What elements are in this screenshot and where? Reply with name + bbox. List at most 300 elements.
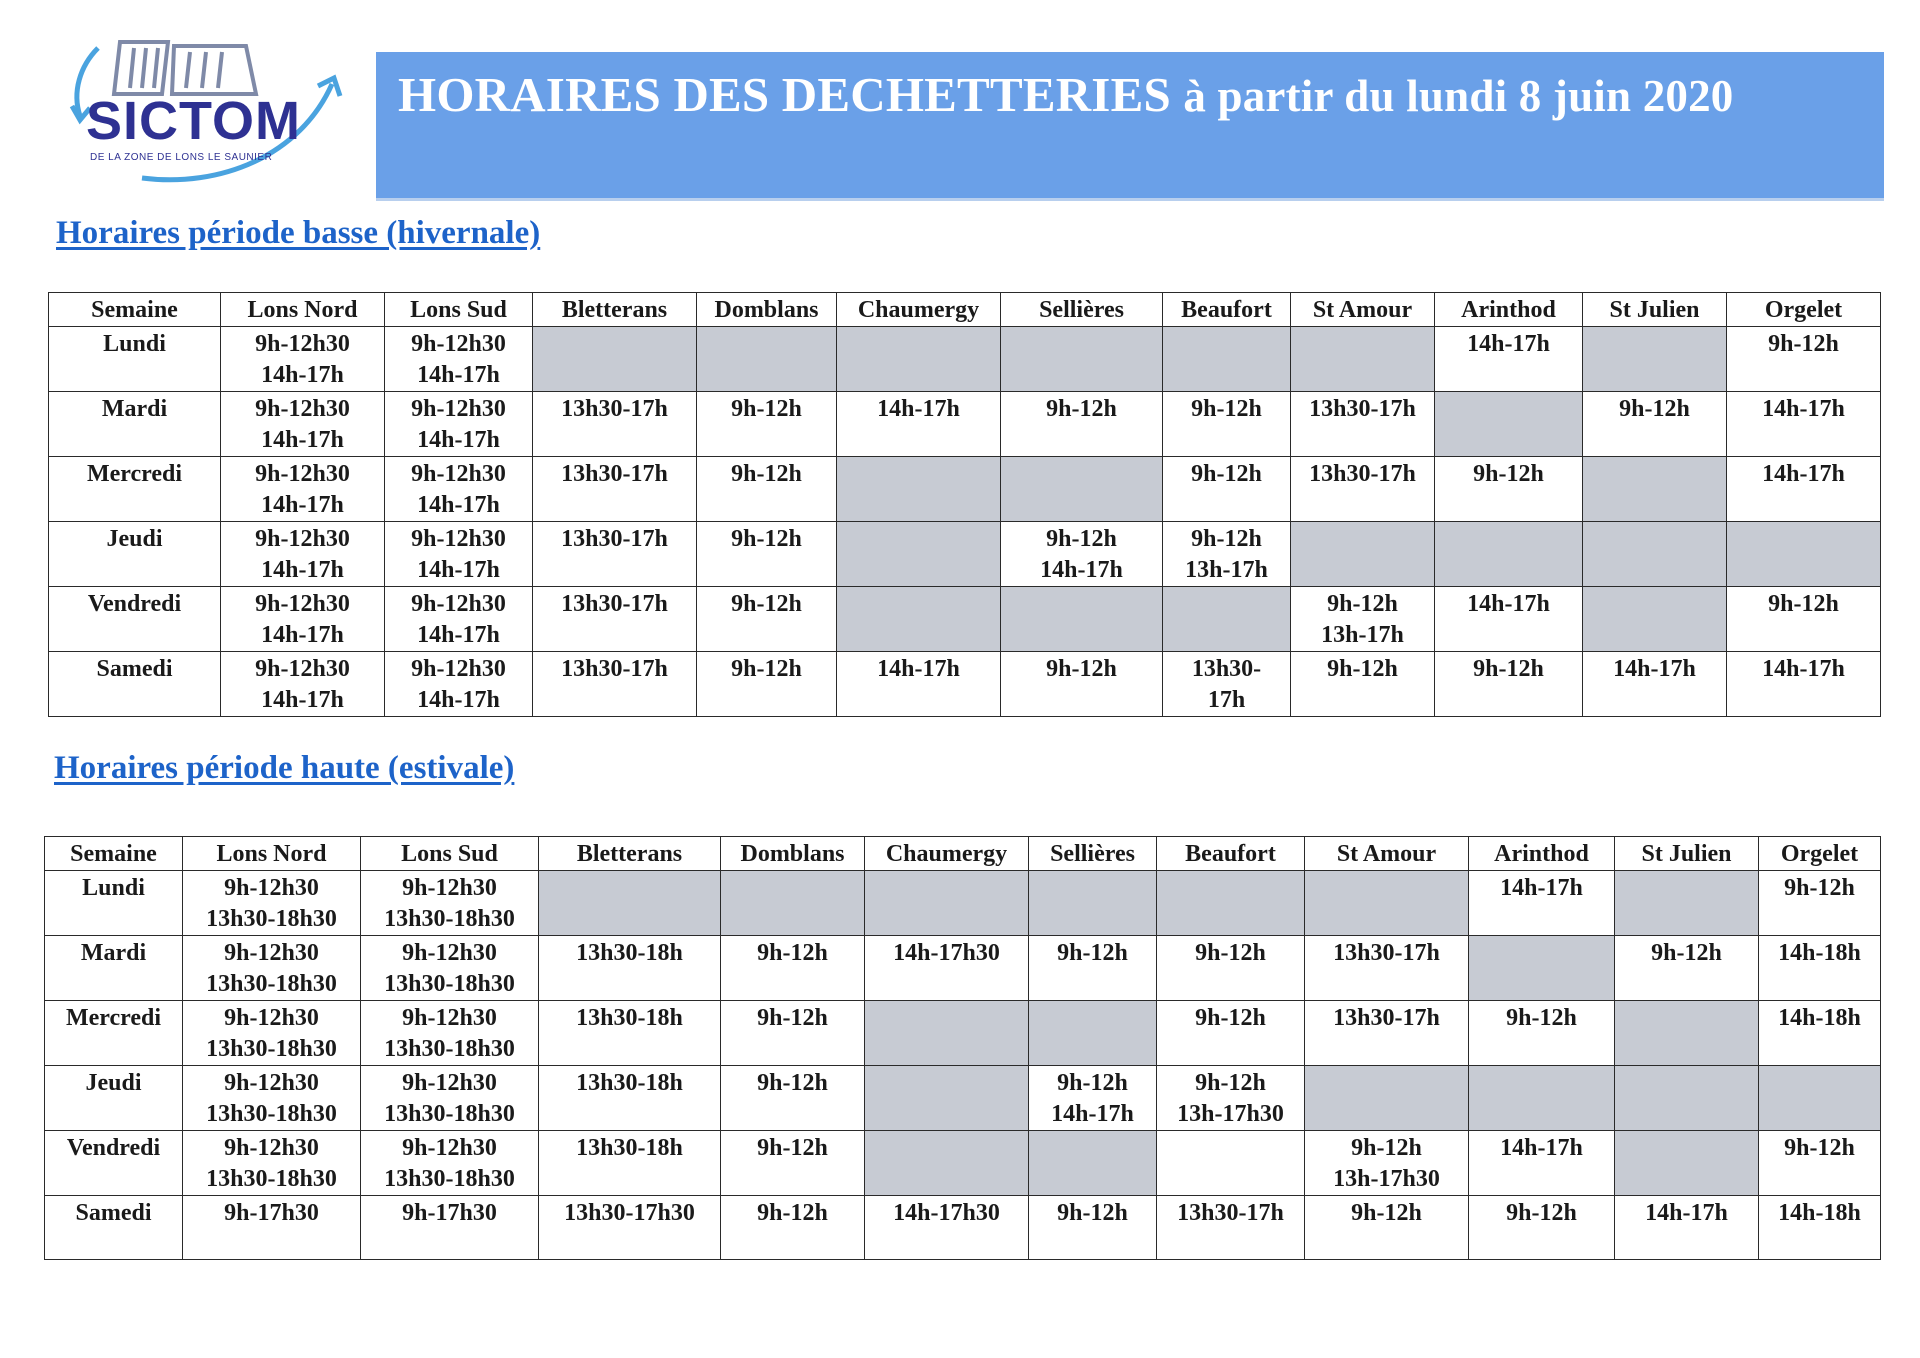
hours-cell-st-amour [1291, 652, 1435, 717]
hours-line: 9h-12h [1057, 940, 1128, 966]
hours-line: 9h-12h [1191, 461, 1262, 487]
sictom-tagline: DE LA ZONE DE LONS LE SAUNIER [90, 152, 273, 163]
hours-cell-lons-nord [221, 587, 385, 652]
hours-line: 9h-12h30 [224, 1135, 319, 1161]
hours-line: 9h-12h [1327, 591, 1398, 617]
hours-line: 13h30-18h [576, 940, 683, 966]
column-header-sellieres: Sellières [1001, 293, 1163, 327]
table-row-mercredi [49, 457, 1881, 522]
closed-cell-st-julien [1615, 1066, 1759, 1131]
hours-cell-beaufort [1163, 457, 1291, 522]
column-header-semaine: Semaine [45, 837, 183, 871]
hours-cell-lons-sud [361, 1131, 539, 1196]
hours-line: 13h30-18h30 [384, 1101, 515, 1127]
closed-cell-chaumergy [837, 587, 1001, 652]
hours-cell-lons-nord [183, 1001, 361, 1066]
hours-line: 14h-17h [1040, 557, 1123, 583]
column-header-chaumergy: Chaumergy [865, 837, 1029, 871]
closed-cell-beaufort [1163, 587, 1291, 652]
hours-cell-bletterans [539, 1131, 721, 1196]
column-header-lons-nord: Lons Nord [221, 293, 385, 327]
hours-line: 9h-12h30 [224, 875, 319, 901]
hours-cell-orgelet [1759, 936, 1881, 1001]
closed-cell-orgelet [1727, 522, 1881, 587]
hours-line: 13h30-17h [1333, 1005, 1440, 1031]
closed-cell-sellieres [1029, 871, 1157, 936]
hours-cell-orgelet [1759, 871, 1881, 936]
hours-cell-lons-sud [385, 652, 533, 717]
hours-cell-domblans [721, 936, 865, 1001]
hours-cell-lons-nord [183, 1196, 361, 1260]
column-header-chaumergy: Chaumergy [837, 293, 1001, 327]
hours-line: 9h-12h30 [224, 1070, 319, 1096]
hours-line: 13h30-17h [561, 526, 668, 552]
hours-line: 9h-12h [1784, 1135, 1855, 1161]
closed-cell-st-julien [1583, 327, 1727, 392]
closed-cell-st-amour [1291, 327, 1435, 392]
hours-cell-chaumergy [837, 652, 1001, 717]
hours-line: 9h-12h [731, 656, 802, 682]
hours-line: 13h30-18h30 [206, 1036, 337, 1062]
hours-line: 9h-12h30 [402, 1135, 497, 1161]
closed-cell-orgelet [1759, 1066, 1881, 1131]
closed-cell-chaumergy [865, 1001, 1029, 1066]
hours-line: 9h-12h [1046, 526, 1117, 552]
hours-line: 13h30-18h30 [206, 906, 337, 932]
column-header-arinthod: Arinthod [1469, 837, 1615, 871]
hours-cell-bletterans [533, 522, 697, 587]
hours-line: 9h-12h [757, 940, 828, 966]
hours-line: 9h-12h [1473, 656, 1544, 682]
table-row-mardi [45, 936, 1881, 1001]
hours-line: 9h-12h30 [255, 331, 350, 357]
column-header-semaine: Semaine [49, 293, 221, 327]
hours-line: 9h-12h30 [402, 1070, 497, 1096]
title-main: HORAIRES DES DECHETTERIES [398, 67, 1171, 122]
table-row-lundi [49, 327, 1881, 392]
hours-cell-domblans [721, 1066, 865, 1131]
hours-line: 9h-12h30 [255, 656, 350, 682]
title-date: à partir du lundi 8 juin 2020 [1183, 71, 1734, 121]
day-label: Mercredi [45, 1001, 183, 1066]
hours-line: 9h-12h [1351, 1135, 1422, 1161]
hours-line: 13h30-18h30 [384, 906, 515, 932]
hours-cell-arinthod [1469, 1196, 1615, 1260]
hours-cell-bletterans [539, 1196, 721, 1260]
hours-line: 14h-17h [417, 622, 500, 648]
hours-cell-sellieres [1001, 652, 1163, 717]
column-header-orgelet: Orgelet [1727, 293, 1881, 327]
hours-cell-beaufort [1157, 1131, 1305, 1196]
hours-line: 13h30-17h [1177, 1200, 1284, 1226]
hours-line: 13h30- [1191, 656, 1262, 682]
day-label: Samedi [49, 652, 221, 717]
hours-line: 9h-12h [1046, 656, 1117, 682]
hours-cell-chaumergy [865, 936, 1029, 1001]
hours-cell-lons-nord [183, 871, 361, 936]
table-row-samedi [45, 1196, 1881, 1260]
hours-cell-lons-sud [385, 457, 533, 522]
column-header-beaufort: Beaufort [1163, 293, 1291, 327]
hours-line: 13h30-17h [1309, 461, 1416, 487]
hours-line: 9h-17h30 [402, 1200, 497, 1226]
hours-cell-beaufort [1157, 1196, 1305, 1260]
hours-cell-arinthod [1469, 1131, 1615, 1196]
closed-cell-st-julien [1615, 871, 1759, 936]
hours-cell-bletterans [539, 1001, 721, 1066]
hours-line: 14h-17h [261, 362, 344, 388]
hours-cell-lons-nord [221, 457, 385, 522]
hours-line: 14h-17h [417, 362, 500, 388]
hours-line: 9h-12h30 [411, 461, 506, 487]
column-header-domblans: Domblans [721, 837, 865, 871]
hours-cell-sellieres [1029, 1066, 1157, 1131]
day-label: Jeudi [45, 1066, 183, 1131]
closed-cell-st-julien [1615, 1001, 1759, 1066]
hours-cell-domblans [697, 392, 837, 457]
hours-cell-domblans [721, 1001, 865, 1066]
hours-line: 9h-12h [1619, 396, 1690, 422]
hours-cell-orgelet [1727, 327, 1881, 392]
hours-line: 13h30-18h [576, 1070, 683, 1096]
hours-line: 9h-12h30 [402, 940, 497, 966]
closed-cell-sellieres [1001, 457, 1163, 522]
hours-cell-lons-nord [183, 936, 361, 1001]
column-header-lons-sud: Lons Sud [361, 837, 539, 871]
closed-cell-beaufort [1157, 871, 1305, 936]
hours-cell-st-amour [1305, 936, 1469, 1001]
page-title [398, 66, 1734, 123]
day-label: Lundi [49, 327, 221, 392]
hours-cell-lons-sud [361, 1066, 539, 1131]
hours-line: 9h-12h [1784, 875, 1855, 901]
hours-cell-domblans [721, 1196, 865, 1260]
column-header-bletterans: Bletterans [533, 293, 697, 327]
hours-line: 9h-12h30 [411, 331, 506, 357]
hours-line: 13h30-18h30 [206, 971, 337, 997]
table-row-mercredi [45, 1001, 1881, 1066]
low-season-title: Horaires période basse (hivernale) [56, 215, 541, 251]
closed-cell-domblans [721, 871, 865, 936]
closed-cell-st-amour [1305, 1066, 1469, 1131]
closed-cell-st-julien [1583, 522, 1727, 587]
hours-cell-beaufort [1163, 522, 1291, 587]
hours-line: 14h-17h [1645, 1200, 1728, 1226]
hours-cell-lons-nord [183, 1066, 361, 1131]
table-header-row [49, 293, 1881, 327]
closed-cell-bletterans [539, 871, 721, 936]
closed-cell-chaumergy [837, 457, 1001, 522]
hours-cell-bletterans [539, 1066, 721, 1131]
column-header-lons-sud: Lons Sud [385, 293, 533, 327]
hours-line: 9h-12h [1195, 940, 1266, 966]
hours-cell-arinthod [1469, 1001, 1615, 1066]
hours-line: 13h30-17h [561, 461, 668, 487]
hours-line: 9h-12h30 [402, 875, 497, 901]
closed-cell-chaumergy [837, 522, 1001, 587]
hours-cell-lons-nord [183, 1131, 361, 1196]
table-row-samedi [49, 652, 1881, 717]
hours-cell-lons-sud [385, 327, 533, 392]
hours-cell-lons-nord [221, 522, 385, 587]
day-label: Vendredi [49, 587, 221, 652]
hours-line: 13h30-17h [561, 396, 668, 422]
hours-line: 13h30-18h30 [384, 1036, 515, 1062]
hours-cell-st-julien [1583, 652, 1727, 717]
hours-cell-beaufort [1163, 392, 1291, 457]
hours-cell-orgelet [1727, 587, 1881, 652]
hours-line: 14h-17h [261, 492, 344, 518]
hours-cell-bletterans [533, 652, 697, 717]
hours-line: 13h30-17h [1309, 396, 1416, 422]
hours-line: 9h-12h30 [411, 526, 506, 552]
hours-line: 13h30-17h [1333, 940, 1440, 966]
column-header-st-julien: St Julien [1615, 837, 1759, 871]
hours-line: 14h-17h30 [893, 940, 1000, 966]
hours-line: 9h-12h30 [224, 940, 319, 966]
column-header-orgelet: Orgelet [1759, 837, 1881, 871]
hours-cell-lons-sud [385, 522, 533, 587]
hours-line: 9h-12h [1191, 526, 1262, 552]
hours-line: 14h-18h [1778, 940, 1861, 966]
closed-cell-arinthod [1435, 392, 1583, 457]
hours-cell-st-amour [1291, 457, 1435, 522]
hours-line: 14h-18h [1778, 1005, 1861, 1031]
hours-cell-bletterans [533, 587, 697, 652]
hours-line: 13h30-18h30 [206, 1101, 337, 1127]
hours-cell-orgelet [1727, 457, 1881, 522]
hours-cell-lons-sud [361, 936, 539, 1001]
table-header-row [45, 837, 1881, 871]
column-header-arinthod: Arinthod [1435, 293, 1583, 327]
hours-line: 13h30-18h [576, 1135, 683, 1161]
title-banner [376, 52, 1884, 201]
closed-cell-arinthod [1469, 936, 1615, 1001]
hours-line: 9h-12h [1046, 396, 1117, 422]
closed-cell-arinthod [1435, 522, 1583, 587]
hours-line: 13h-17h30 [1333, 1166, 1440, 1192]
hours-line: 17h [1207, 687, 1246, 713]
day-label: Mercredi [49, 457, 221, 522]
closed-cell-st-julien [1583, 457, 1727, 522]
closed-cell-chaumergy [837, 327, 1001, 392]
hours-line: 9h-12h30 [255, 396, 350, 422]
hours-line: 9h-12h30 [255, 461, 350, 487]
hours-line: 9h-12h30 [402, 1005, 497, 1031]
hours-cell-orgelet [1759, 1131, 1881, 1196]
hours-line: 9h-12h30 [255, 591, 350, 617]
hours-line: 13h30-18h30 [384, 1166, 515, 1192]
day-label: Vendredi [45, 1131, 183, 1196]
hours-line: 14h-17h [261, 557, 344, 583]
hours-line: 13h30-18h30 [206, 1166, 337, 1192]
hours-cell-arinthod [1435, 652, 1583, 717]
hours-cell-st-julien [1615, 936, 1759, 1001]
hours-cell-st-julien [1615, 1196, 1759, 1260]
hours-line: 14h-17h [417, 687, 500, 713]
hours-line: 13h30-17h [561, 591, 668, 617]
hours-line: 9h-12h [1351, 1200, 1422, 1226]
hours-line: 9h-12h [1057, 1070, 1128, 1096]
hours-line: 13h30-18h30 [384, 971, 515, 997]
hours-cell-chaumergy [837, 392, 1001, 457]
high-season-table [44, 836, 1881, 1260]
hours-cell-lons-nord [221, 652, 385, 717]
hours-cell-arinthod [1435, 587, 1583, 652]
day-label: Mardi [49, 392, 221, 457]
closed-cell-chaumergy [865, 1131, 1029, 1196]
day-label: Jeudi [49, 522, 221, 587]
closed-cell-arinthod [1469, 1066, 1615, 1131]
high-season-title: Horaires période haute (estivale) [54, 750, 515, 786]
hours-cell-bletterans [533, 392, 697, 457]
hours-cell-lons-sud [385, 587, 533, 652]
hours-cell-domblans [697, 587, 837, 652]
hours-cell-beaufort [1157, 1066, 1305, 1131]
hours-line: 14h-17h [1762, 656, 1845, 682]
hours-line: 13h30-17h [561, 656, 668, 682]
hours-cell-orgelet [1759, 1196, 1881, 1260]
closed-cell-sellieres [1001, 327, 1163, 392]
hours-line: 9h-12h [731, 591, 802, 617]
hours-line: 14h-17h [1500, 875, 1583, 901]
table-row-mardi [49, 392, 1881, 457]
hours-line: 9h-12h [1473, 461, 1544, 487]
hours-cell-bletterans [539, 936, 721, 1001]
hours-cell-bletterans [533, 457, 697, 522]
hours-line: 14h-17h [877, 396, 960, 422]
hours-line: 14h-17h [261, 427, 344, 453]
hours-line: 14h-17h [1051, 1101, 1134, 1127]
hours-cell-arinthod [1469, 871, 1615, 936]
hours-line: 9h-12h30 [411, 656, 506, 682]
hours-line: 14h-17h [1500, 1135, 1583, 1161]
hours-cell-st-amour [1305, 1131, 1469, 1196]
hours-line: 9h-12h [757, 1200, 828, 1226]
hours-line: 9h-12h [757, 1070, 828, 1096]
column-header-domblans: Domblans [697, 293, 837, 327]
sictom-wordmark: SICTOM [86, 91, 302, 151]
hours-line: 14h-17h [1762, 396, 1845, 422]
hours-cell-sellieres [1001, 522, 1163, 587]
hours-cell-lons-sud [385, 392, 533, 457]
table-row-lundi [45, 871, 1881, 936]
hours-cell-arinthod [1435, 457, 1583, 522]
hours-cell-lons-sud [361, 871, 539, 936]
column-header-lons-nord: Lons Nord [183, 837, 361, 871]
closed-cell-chaumergy [865, 1066, 1029, 1131]
closed-cell-beaufort [1163, 327, 1291, 392]
table-row-jeudi [49, 522, 1881, 587]
hours-line: 9h-12h [1057, 1200, 1128, 1226]
hours-line: 9h-12h [1768, 591, 1839, 617]
hours-cell-chaumergy [865, 1196, 1029, 1260]
hours-line: 13h-17h [1321, 622, 1404, 648]
hours-cell-lons-sud [361, 1001, 539, 1066]
hours-cell-orgelet [1727, 392, 1881, 457]
table-row-jeudi [45, 1066, 1881, 1131]
hours-line: 14h-17h [417, 557, 500, 583]
hours-cell-domblans [697, 652, 837, 717]
hours-line: 13h-17h [1185, 557, 1268, 583]
hours-cell-beaufort [1163, 652, 1291, 717]
hours-line: 9h-12h [1195, 1070, 1266, 1096]
hours-cell-lons-nord [221, 392, 385, 457]
hours-line: 14h-17h [1467, 331, 1550, 357]
hours-cell-arinthod [1435, 327, 1583, 392]
hours-line: 14h-17h [417, 492, 500, 518]
hours-cell-lons-sud [361, 1196, 539, 1260]
hours-line: 9h-12h [1506, 1005, 1577, 1031]
hours-line: 9h-12h [1195, 1005, 1266, 1031]
hours-line: 14h-17h [261, 687, 344, 713]
hours-cell-lons-nord [221, 327, 385, 392]
hours-line: 9h-12h [1768, 331, 1839, 357]
hours-cell-domblans [721, 1131, 865, 1196]
closed-cell-sellieres [1001, 587, 1163, 652]
hours-line: 14h-17h [417, 427, 500, 453]
hours-line: 13h30-17h30 [564, 1200, 695, 1226]
hours-line: 9h-12h30 [255, 526, 350, 552]
hours-line: 9h-12h [731, 526, 802, 552]
hours-line: 14h-17h [1762, 461, 1845, 487]
column-header-st-amour: St Amour [1305, 837, 1469, 871]
hours-cell-beaufort [1157, 936, 1305, 1001]
column-header-beaufort: Beaufort [1157, 837, 1305, 871]
closed-cell-domblans [697, 327, 837, 392]
hours-cell-beaufort [1157, 1001, 1305, 1066]
hours-line: 9h-17h30 [224, 1200, 319, 1226]
hours-cell-st-amour [1291, 587, 1435, 652]
hours-cell-domblans [697, 522, 837, 587]
low-season-table [48, 292, 1881, 717]
column-header-bletterans: Bletterans [539, 837, 721, 871]
table-row-vendredi [49, 587, 1881, 652]
closed-cell-sellieres [1029, 1131, 1157, 1196]
day-label: Lundi [45, 871, 183, 936]
day-label: Samedi [45, 1196, 183, 1260]
closed-cell-st-julien [1615, 1131, 1759, 1196]
hours-cell-orgelet [1759, 1001, 1881, 1066]
hours-cell-sellieres [1029, 1196, 1157, 1260]
hours-line: 9h-12h30 [411, 396, 506, 422]
hours-line: 13h30-18h [576, 1005, 683, 1031]
hours-line: 14h-17h [877, 656, 960, 682]
hours-cell-st-amour [1305, 1001, 1469, 1066]
hours-line: 14h-17h [1467, 591, 1550, 617]
hours-cell-st-julien [1583, 392, 1727, 457]
hours-line: 9h-12h [757, 1005, 828, 1031]
hours-line: 14h-17h [261, 622, 344, 648]
hours-line: 9h-12h [757, 1135, 828, 1161]
column-header-st-amour: St Amour [1291, 293, 1435, 327]
hours-cell-domblans [697, 457, 837, 522]
closed-cell-bletterans [533, 327, 697, 392]
hours-line: 9h-12h [731, 461, 802, 487]
hours-line: 14h-18h [1778, 1200, 1861, 1226]
closed-cell-st-julien [1583, 587, 1727, 652]
hours-line: 9h-12h [1506, 1200, 1577, 1226]
column-header-st-julien: St Julien [1583, 293, 1727, 327]
hours-line: 14h-17h [1613, 656, 1696, 682]
table-row-vendredi [45, 1131, 1881, 1196]
hours-line: 9h-12h [1651, 940, 1722, 966]
hours-line: 9h-12h30 [411, 591, 506, 617]
hours-cell-st-amour [1291, 392, 1435, 457]
closed-cell-sellieres [1029, 1001, 1157, 1066]
hours-line: 9h-12h30 [224, 1005, 319, 1031]
hours-line: 14h-17h30 [893, 1200, 1000, 1226]
